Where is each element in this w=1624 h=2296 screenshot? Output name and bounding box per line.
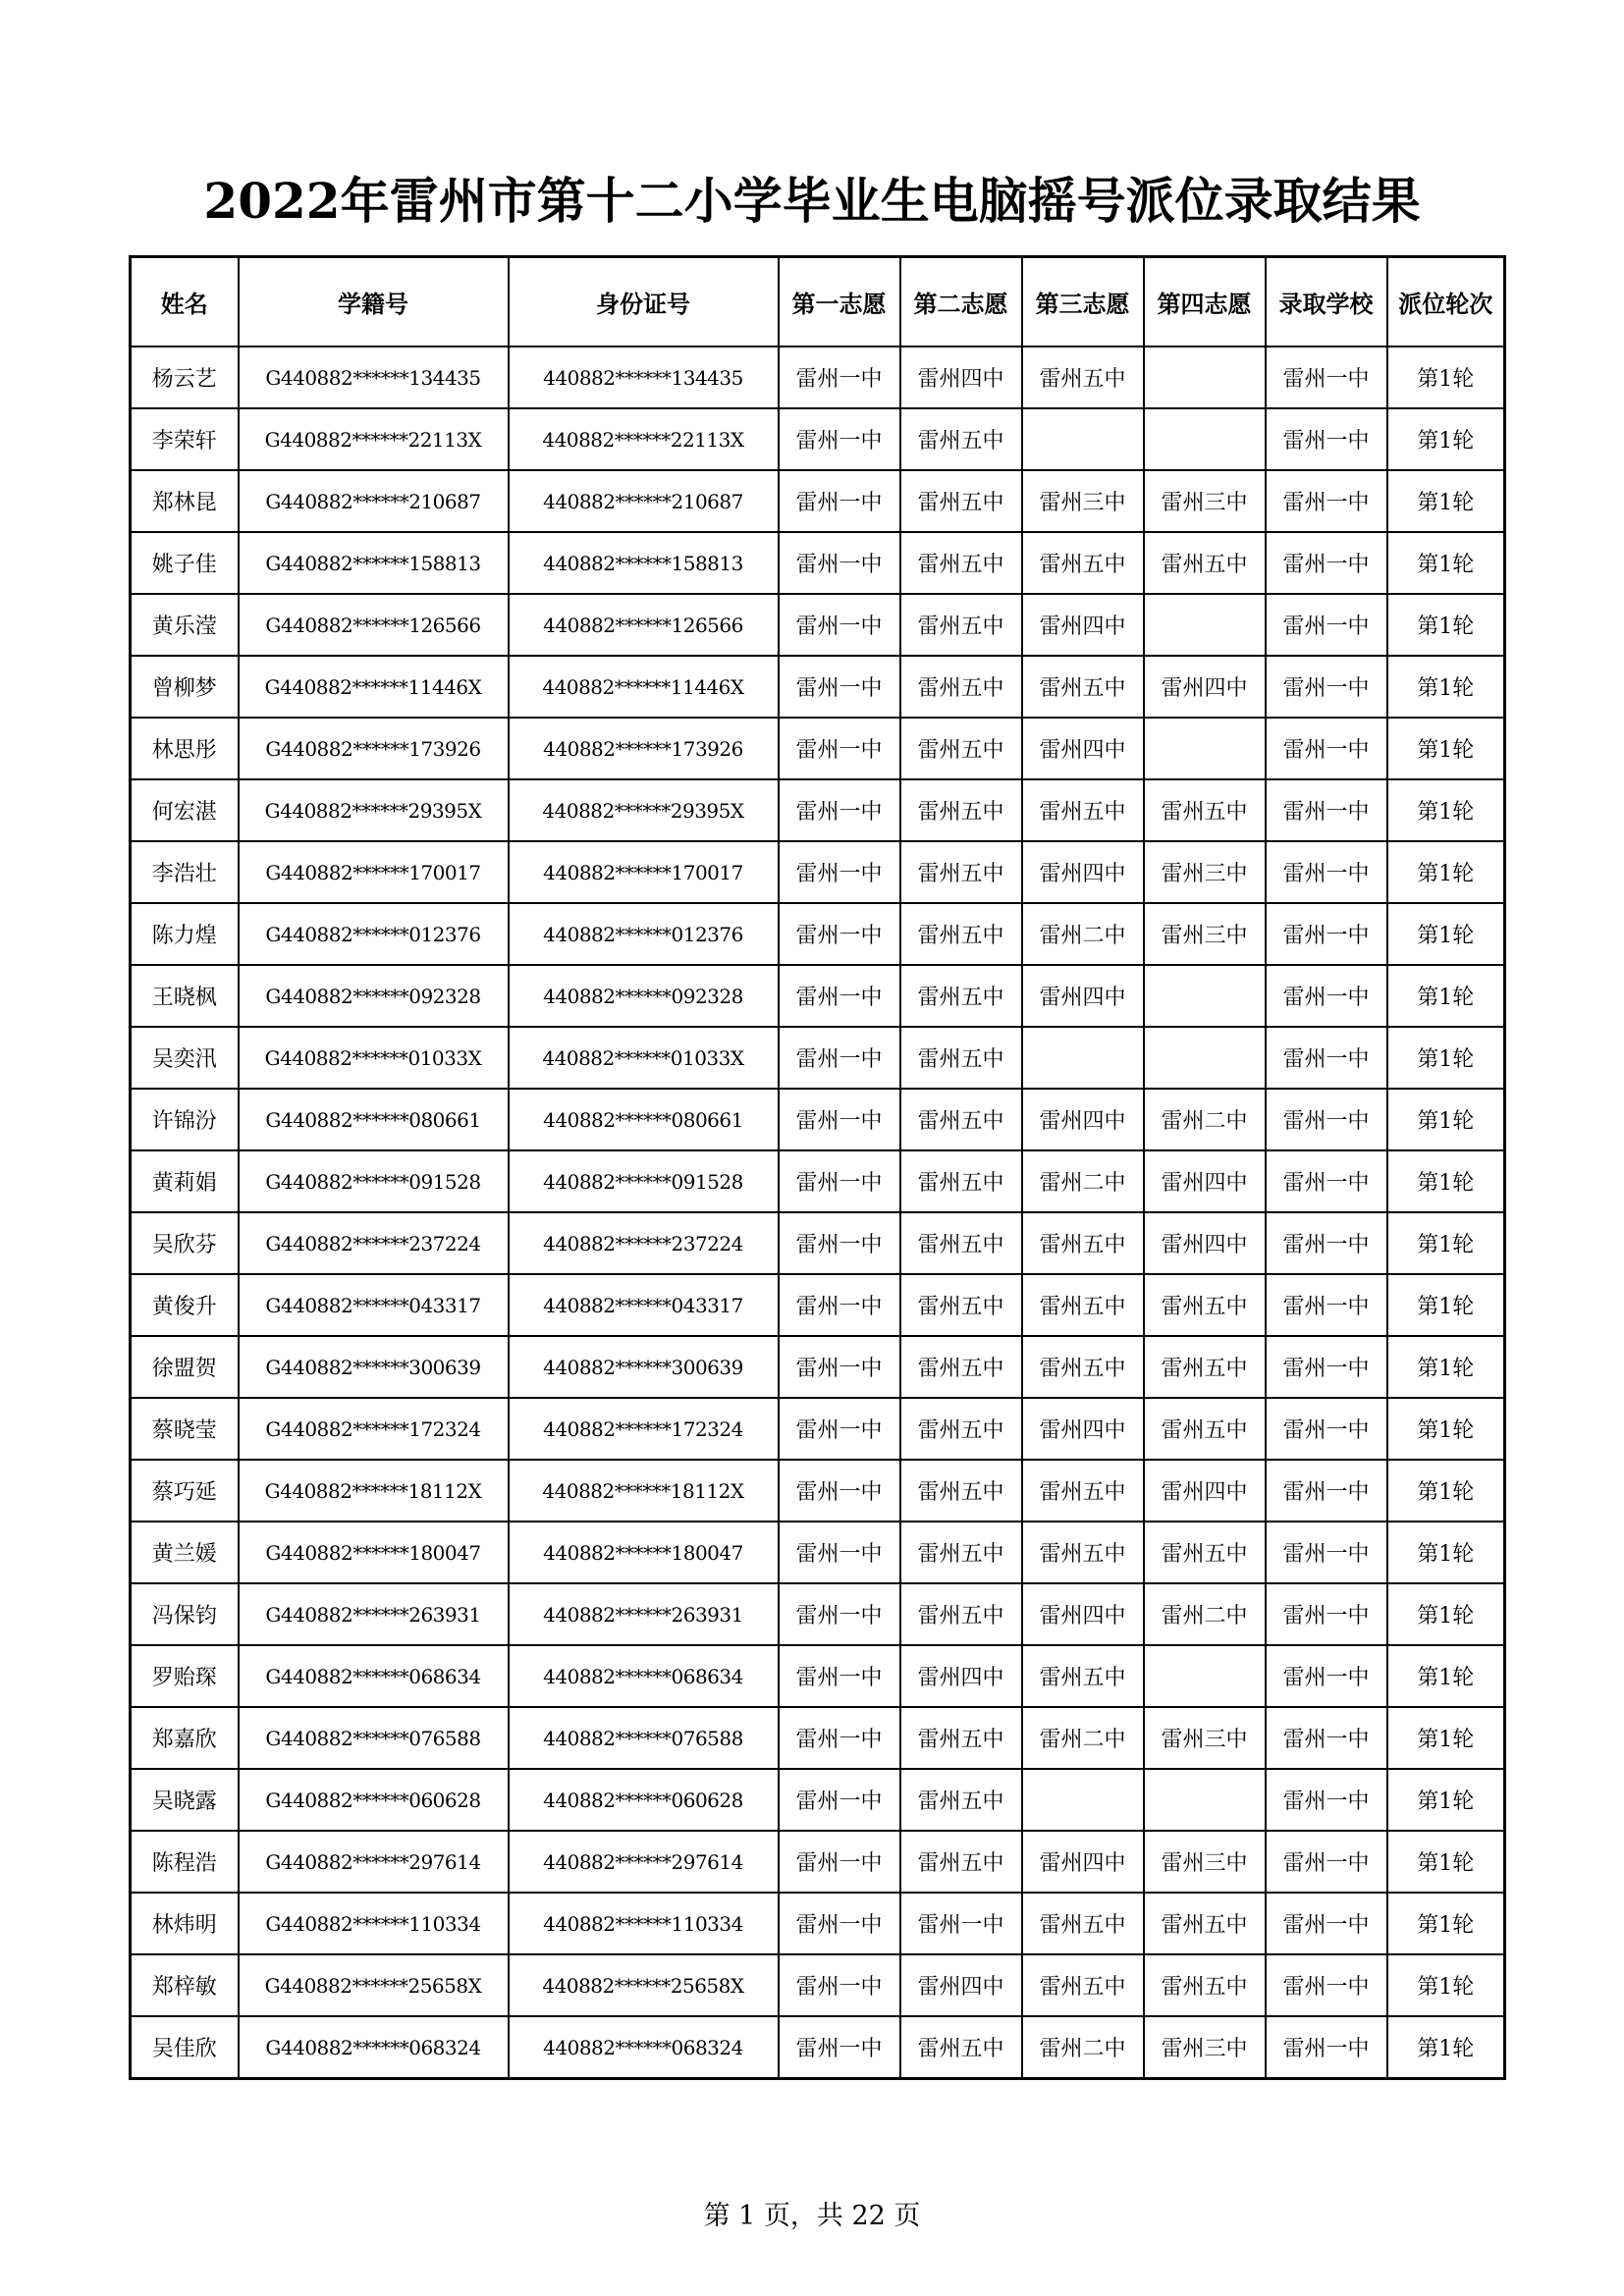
cell-choice-3: 雷州四中: [1022, 718, 1144, 779]
cell-choice-2: 雷州五中: [900, 532, 1022, 594]
cell-choice-3: [1022, 1027, 1144, 1089]
table-body: [131, 347, 1505, 2079]
cell-choice-2: 雷州五中: [900, 1522, 1022, 1583]
cell-choice-4: 雷州五中: [1144, 779, 1266, 841]
cell-id-number: 440882******068324: [509, 2016, 779, 2079]
cell-name: 王晓枫: [131, 965, 239, 1027]
table-row: [131, 1645, 1505, 1707]
cell-admitted-school: 雷州一中: [1266, 1212, 1387, 1274]
cell-choice-3: 雷州五中: [1022, 1460, 1144, 1522]
cell-id-number: 440882******134435: [509, 347, 779, 408]
cell-round: 第1轮: [1387, 1707, 1505, 1769]
cell-choice-4: 雷州五中: [1144, 1893, 1266, 1954]
cell-choice-3: 雷州二中: [1022, 1150, 1144, 1212]
cell-name: 郑梓敏: [131, 1954, 239, 2016]
cell-name: 何宏湛: [131, 779, 239, 841]
table-row: [131, 965, 1505, 1027]
cell-admitted-school: 雷州一中: [1266, 594, 1387, 656]
cell-id-number: 440882******173926: [509, 718, 779, 779]
cell-choice-1: 雷州一中: [779, 1893, 900, 1954]
cell-student-id: G440882******076588: [239, 1707, 509, 1769]
table-row: [131, 718, 1505, 779]
cell-student-id: G440882******11446X: [239, 656, 509, 718]
cell-name: 陈力煌: [131, 903, 239, 965]
cell-choice-4: [1144, 1027, 1266, 1089]
cell-choice-3: 雷州二中: [1022, 2016, 1144, 2079]
cell-choice-2: 雷州五中: [900, 903, 1022, 965]
cell-round: 第1轮: [1387, 470, 1505, 532]
cell-choice-3: 雷州五中: [1022, 1212, 1144, 1274]
cell-round: 第1轮: [1387, 718, 1505, 779]
cell-choice-2: 雷州五中: [900, 1583, 1022, 1645]
cell-name: 冯保钧: [131, 1583, 239, 1645]
cell-name: 曾柳梦: [131, 656, 239, 718]
cell-admitted-school: 雷州一中: [1266, 1522, 1387, 1583]
cell-choice-2: 雷州五中: [900, 1460, 1022, 1522]
cell-id-number: 440882******29395X: [509, 779, 779, 841]
cell-choice-3: 雷州四中: [1022, 1831, 1144, 1893]
cell-choice-3: 雷州三中: [1022, 470, 1144, 532]
cell-round: 第1轮: [1387, 1769, 1505, 1831]
cell-name: 蔡巧延: [131, 1460, 239, 1522]
cell-id-number: 440882******060628: [509, 1769, 779, 1831]
table-row: [131, 903, 1505, 965]
cell-name: 黄兰媛: [131, 1522, 239, 1583]
cell-id-number: 440882******180047: [509, 1522, 779, 1583]
cell-choice-1: 雷州一中: [779, 408, 900, 470]
cell-admitted-school: 雷州一中: [1266, 1398, 1387, 1460]
table-row: [131, 1460, 1505, 1522]
cell-choice-4: 雷州三中: [1144, 1831, 1266, 1893]
cell-round: 第1轮: [1387, 1645, 1505, 1707]
cell-choice-4: [1144, 594, 1266, 656]
cell-choice-3: 雷州二中: [1022, 1707, 1144, 1769]
cell-choice-2: 雷州五中: [900, 656, 1022, 718]
cell-choice-1: 雷州一中: [779, 1212, 900, 1274]
cell-round: 第1轮: [1387, 841, 1505, 903]
cell-choice-4: 雷州五中: [1144, 532, 1266, 594]
cell-student-id: G440882******110334: [239, 1893, 509, 1954]
table-row: [131, 470, 1505, 532]
cell-id-number: 440882******092328: [509, 965, 779, 1027]
cell-student-id: G440882******173926: [239, 718, 509, 779]
cell-choice-1: 雷州一中: [779, 1707, 900, 1769]
cell-student-id: G440882******060628: [239, 1769, 509, 1831]
cell-student-id: G440882******297614: [239, 1831, 509, 1893]
cell-choice-4: 雷州五中: [1144, 1398, 1266, 1460]
cell-choice-1: 雷州一中: [779, 965, 900, 1027]
cell-admitted-school: 雷州一中: [1266, 1274, 1387, 1336]
cell-admitted-school: 雷州一中: [1266, 347, 1387, 408]
cell-name: 姚子佳: [131, 532, 239, 594]
cell-round: 第1轮: [1387, 656, 1505, 718]
cell-name: 吴奕汛: [131, 1027, 239, 1089]
cell-choice-3: [1022, 408, 1144, 470]
table-row: [131, 594, 1505, 656]
cell-round: 第1轮: [1387, 347, 1505, 408]
cell-round: 第1轮: [1387, 594, 1505, 656]
cell-choice-2: 雷州五中: [900, 470, 1022, 532]
cell-round: 第1轮: [1387, 1398, 1505, 1460]
cell-id-number: 440882******126566: [509, 594, 779, 656]
cell-student-id: G440882******18112X: [239, 1460, 509, 1522]
table-row: [131, 1150, 1505, 1212]
cell-id-number: 440882******068634: [509, 1645, 779, 1707]
table-row: [131, 347, 1505, 408]
cell-admitted-school: 雷州一中: [1266, 841, 1387, 903]
cell-name: 蔡晓莹: [131, 1398, 239, 1460]
column-header-round: 派位轮次: [1387, 257, 1505, 347]
cell-id-number: 440882******11446X: [509, 656, 779, 718]
cell-name: 罗贻琛: [131, 1645, 239, 1707]
page-number: 第 1 页，共 22 页: [703, 2201, 921, 2231]
cell-choice-3: 雷州四中: [1022, 1583, 1144, 1645]
table-row: [131, 1027, 1505, 1089]
cell-admitted-school: 雷州一中: [1266, 1583, 1387, 1645]
cell-student-id: G440882******300639: [239, 1336, 509, 1398]
column-header-choice-2: 第二志愿: [900, 257, 1022, 347]
cell-id-number: 440882******110334: [509, 1893, 779, 1954]
cell-choice-4: 雷州五中: [1144, 1954, 1266, 2016]
cell-round: 第1轮: [1387, 903, 1505, 965]
cell-name: 陈程浩: [131, 1831, 239, 1893]
cell-choice-1: 雷州一中: [779, 656, 900, 718]
table-row: [131, 532, 1505, 594]
column-header-id-number: 身份证号: [509, 257, 779, 347]
cell-round: 第1轮: [1387, 1089, 1505, 1150]
cell-id-number: 440882******22113X: [509, 408, 779, 470]
cell-choice-1: 雷州一中: [779, 1583, 900, 1645]
cell-name: 林炜明: [131, 1893, 239, 1954]
cell-choice-2: 雷州五中: [900, 1274, 1022, 1336]
cell-choice-1: 雷州一中: [779, 2016, 900, 2079]
table-row: [131, 1954, 1505, 2016]
cell-admitted-school: 雷州一中: [1266, 903, 1387, 965]
cell-admitted-school: 雷州一中: [1266, 2016, 1387, 2079]
column-header-name: 姓名: [131, 257, 239, 347]
cell-name: 黄乐滢: [131, 594, 239, 656]
cell-choice-2: 雷州四中: [900, 1954, 1022, 2016]
cell-name: 黄俊升: [131, 1274, 239, 1336]
cell-student-id: G440882******012376: [239, 903, 509, 965]
cell-choice-1: 雷州一中: [779, 470, 900, 532]
cell-choice-3: 雷州五中: [1022, 1645, 1144, 1707]
cell-choice-4: 雷州四中: [1144, 1212, 1266, 1274]
cell-choice-2: 雷州五中: [900, 1027, 1022, 1089]
cell-choice-1: 雷州一中: [779, 1769, 900, 1831]
cell-round: 第1轮: [1387, 2016, 1505, 2079]
cell-round: 第1轮: [1387, 532, 1505, 594]
cell-choice-2: 雷州五中: [900, 594, 1022, 656]
cell-choice-2: 雷州五中: [900, 1150, 1022, 1212]
cell-choice-2: 雷州四中: [900, 347, 1022, 408]
results-table: [129, 255, 1506, 2080]
cell-choice-3: 雷州四中: [1022, 1398, 1144, 1460]
cell-choice-3: 雷州五中: [1022, 1274, 1144, 1336]
table-row: [131, 1893, 1505, 1954]
cell-round: 第1轮: [1387, 1893, 1505, 1954]
cell-admitted-school: 雷州一中: [1266, 408, 1387, 470]
table-row: [131, 1707, 1505, 1769]
table-header: [131, 257, 1505, 347]
cell-name: 吴晓露: [131, 1769, 239, 1831]
cell-choice-2: 雷州一中: [900, 1893, 1022, 1954]
cell-choice-3: 雷州五中: [1022, 347, 1144, 408]
cell-choice-3: [1022, 1769, 1144, 1831]
cell-choice-4: 雷州三中: [1144, 2016, 1266, 2079]
cell-round: 第1轮: [1387, 779, 1505, 841]
cell-id-number: 440882******172324: [509, 1398, 779, 1460]
cell-round: 第1轮: [1387, 1274, 1505, 1336]
cell-round: 第1轮: [1387, 1212, 1505, 1274]
cell-name: 李荣轩: [131, 408, 239, 470]
cell-admitted-school: 雷州一中: [1266, 1027, 1387, 1089]
table-row: [131, 1336, 1505, 1398]
cell-choice-3: 雷州四中: [1022, 965, 1144, 1027]
table-row: [131, 841, 1505, 903]
table-row: [131, 1522, 1505, 1583]
cell-choice-4: 雷州四中: [1144, 1150, 1266, 1212]
cell-round: 第1轮: [1387, 1336, 1505, 1398]
cell-choice-1: 雷州一中: [779, 1831, 900, 1893]
cell-choice-1: 雷州一中: [779, 1460, 900, 1522]
cell-admitted-school: 雷州一中: [1266, 1460, 1387, 1522]
cell-student-id: G440882******068324: [239, 2016, 509, 2079]
cell-choice-4: 雷州三中: [1144, 903, 1266, 965]
table-row: [131, 1769, 1505, 1831]
table-row: [131, 2016, 1505, 2079]
cell-id-number: 440882******076588: [509, 1707, 779, 1769]
cell-round: 第1轮: [1387, 1583, 1505, 1645]
cell-choice-1: 雷州一中: [779, 1336, 900, 1398]
cell-choice-3: 雷州五中: [1022, 656, 1144, 718]
cell-choice-4: 雷州二中: [1144, 1583, 1266, 1645]
cell-student-id: G440882******29395X: [239, 779, 509, 841]
cell-id-number: 440882******091528: [509, 1150, 779, 1212]
cell-name: 吴佳欣: [131, 2016, 239, 2079]
cell-choice-2: 雷州五中: [900, 2016, 1022, 2079]
cell-id-number: 440882******158813: [509, 532, 779, 594]
cell-choice-4: [1144, 1645, 1266, 1707]
cell-name: 杨云艺: [131, 347, 239, 408]
cell-choice-4: 雷州五中: [1144, 1336, 1266, 1398]
cell-choice-2: 雷州五中: [900, 841, 1022, 903]
cell-name: 徐盟贺: [131, 1336, 239, 1398]
cell-choice-1: 雷州一中: [779, 1398, 900, 1460]
cell-choice-2: 雷州五中: [900, 408, 1022, 470]
cell-choice-3: 雷州四中: [1022, 1089, 1144, 1150]
cell-choice-3: 雷州二中: [1022, 903, 1144, 965]
cell-admitted-school: 雷州一中: [1266, 1150, 1387, 1212]
cell-student-id: G440882******126566: [239, 594, 509, 656]
cell-choice-3: 雷州五中: [1022, 1522, 1144, 1583]
cell-id-number: 440882******043317: [509, 1274, 779, 1336]
cell-choice-4: [1144, 347, 1266, 408]
cell-choice-4: 雷州二中: [1144, 1089, 1266, 1150]
cell-choice-2: 雷州五中: [900, 1707, 1022, 1769]
cell-student-id: G440882******158813: [239, 532, 509, 594]
cell-admitted-school: 雷州一中: [1266, 1645, 1387, 1707]
cell-choice-1: 雷州一中: [779, 347, 900, 408]
cell-student-id: G440882******263931: [239, 1583, 509, 1645]
table-row: [131, 1398, 1505, 1460]
cell-round: 第1轮: [1387, 1954, 1505, 2016]
cell-choice-1: 雷州一中: [779, 1150, 900, 1212]
cell-choice-4: [1144, 408, 1266, 470]
cell-choice-1: 雷州一中: [779, 718, 900, 779]
cell-admitted-school: 雷州一中: [1266, 1893, 1387, 1954]
cell-choice-2: 雷州五中: [900, 779, 1022, 841]
cell-admitted-school: 雷州一中: [1266, 1954, 1387, 2016]
cell-admitted-school: 雷州一中: [1266, 965, 1387, 1027]
cell-admitted-school: 雷州一中: [1266, 532, 1387, 594]
cell-id-number: 440882******080661: [509, 1089, 779, 1150]
cell-round: 第1轮: [1387, 1522, 1505, 1583]
cell-choice-2: 雷州五中: [900, 718, 1022, 779]
cell-choice-3: 雷州四中: [1022, 841, 1144, 903]
cell-choice-4: 雷州五中: [1144, 1274, 1266, 1336]
cell-student-id: G440882******210687: [239, 470, 509, 532]
cell-student-id: G440882******180047: [239, 1522, 509, 1583]
cell-choice-2: 雷州四中: [900, 1645, 1022, 1707]
cell-admitted-school: 雷州一中: [1266, 1769, 1387, 1831]
column-header-choice-1: 第一志愿: [779, 257, 900, 347]
cell-choice-4: 雷州四中: [1144, 1460, 1266, 1522]
cell-name: 郑嘉欣: [131, 1707, 239, 1769]
cell-choice-4: 雷州三中: [1144, 470, 1266, 532]
cell-id-number: 440882******25658X: [509, 1954, 779, 2016]
cell-id-number: 440882******18112X: [509, 1460, 779, 1522]
cell-round: 第1轮: [1387, 408, 1505, 470]
cell-id-number: 440882******263931: [509, 1583, 779, 1645]
cell-name: 黄莉娟: [131, 1150, 239, 1212]
column-header-admitted-school: 录取学校: [1266, 257, 1387, 347]
cell-choice-1: 雷州一中: [779, 532, 900, 594]
cell-choice-1: 雷州一中: [779, 1645, 900, 1707]
cell-student-id: G440882******091528: [239, 1150, 509, 1212]
cell-choice-4: 雷州四中: [1144, 656, 1266, 718]
cell-choice-1: 雷州一中: [779, 779, 900, 841]
cell-student-id: G440882******22113X: [239, 408, 509, 470]
cell-admitted-school: 雷州一中: [1266, 470, 1387, 532]
cell-choice-4: [1144, 718, 1266, 779]
cell-admitted-school: 雷州一中: [1266, 656, 1387, 718]
cell-choice-1: 雷州一中: [779, 1274, 900, 1336]
page-title: 2022年雷州市第十二小学毕业生电脑摇号派位录取结果: [203, 172, 1421, 230]
cell-admitted-school: 雷州一中: [1266, 718, 1387, 779]
table-row: [131, 656, 1505, 718]
cell-student-id: G440882******237224: [239, 1212, 509, 1274]
cell-choice-2: 雷州五中: [900, 1769, 1022, 1831]
table-row: [131, 1274, 1505, 1336]
cell-choice-4: 雷州三中: [1144, 1707, 1266, 1769]
cell-choice-1: 雷州一中: [779, 903, 900, 965]
cell-round: 第1轮: [1387, 1150, 1505, 1212]
cell-name: 林思彤: [131, 718, 239, 779]
cell-choice-1: 雷州一中: [779, 1522, 900, 1583]
cell-id-number: 440882******237224: [509, 1212, 779, 1274]
cell-choice-2: 雷州五中: [900, 965, 1022, 1027]
cell-choice-2: 雷州五中: [900, 1398, 1022, 1460]
cell-student-id: G440882******134435: [239, 347, 509, 408]
table-row: [131, 1212, 1505, 1274]
cell-choice-1: 雷州一中: [779, 1089, 900, 1150]
table-row: [131, 1583, 1505, 1645]
cell-id-number: 440882******297614: [509, 1831, 779, 1893]
cell-choice-3: 雷州四中: [1022, 594, 1144, 656]
cell-student-id: G440882******01033X: [239, 1027, 509, 1089]
cell-student-id: G440882******043317: [239, 1274, 509, 1336]
cell-choice-4: 雷州五中: [1144, 1522, 1266, 1583]
cell-choice-2: 雷州五中: [900, 1336, 1022, 1398]
cell-student-id: G440882******092328: [239, 965, 509, 1027]
cell-choice-3: 雷州五中: [1022, 532, 1144, 594]
cell-admitted-school: 雷州一中: [1266, 1831, 1387, 1893]
column-header-choice-4: 第四志愿: [1144, 257, 1266, 347]
column-header-choice-3: 第三志愿: [1022, 257, 1144, 347]
table-row: [131, 408, 1505, 470]
cell-name: 郑林昆: [131, 470, 239, 532]
cell-id-number: 440882******01033X: [509, 1027, 779, 1089]
cell-choice-1: 雷州一中: [779, 1954, 900, 2016]
cell-id-number: 440882******012376: [509, 903, 779, 965]
cell-choice-3: 雷州五中: [1022, 1336, 1144, 1398]
cell-name: 吴欣芬: [131, 1212, 239, 1274]
cell-round: 第1轮: [1387, 1460, 1505, 1522]
cell-choice-4: 雷州三中: [1144, 841, 1266, 903]
cell-choice-2: 雷州五中: [900, 1089, 1022, 1150]
cell-round: 第1轮: [1387, 1831, 1505, 1893]
cell-choice-4: [1144, 965, 1266, 1027]
cell-round: 第1轮: [1387, 1027, 1505, 1089]
cell-id-number: 440882******170017: [509, 841, 779, 903]
cell-round: 第1轮: [1387, 965, 1505, 1027]
cell-choice-3: 雷州五中: [1022, 1893, 1144, 1954]
cell-name: 李浩壮: [131, 841, 239, 903]
cell-choice-3: 雷州五中: [1022, 1954, 1144, 2016]
cell-student-id: G440882******172324: [239, 1398, 509, 1460]
cell-admitted-school: 雷州一中: [1266, 779, 1387, 841]
cell-student-id: G440882******170017: [239, 841, 509, 903]
column-header-student-id: 学籍号: [239, 257, 509, 347]
cell-student-id: G440882******25658X: [239, 1954, 509, 2016]
cell-choice-1: 雷州一中: [779, 594, 900, 656]
cell-student-id: G440882******080661: [239, 1089, 509, 1150]
table-row: [131, 1831, 1505, 1893]
cell-choice-1: 雷州一中: [779, 1027, 900, 1089]
table-row: [131, 779, 1505, 841]
header-row: [131, 257, 1505, 347]
cell-admitted-school: 雷州一中: [1266, 1707, 1387, 1769]
cell-name: 许锦汾: [131, 1089, 239, 1150]
cell-choice-2: 雷州五中: [900, 1831, 1022, 1893]
cell-admitted-school: 雷州一中: [1266, 1089, 1387, 1150]
cell-choice-1: 雷州一中: [779, 841, 900, 903]
cell-choice-2: 雷州五中: [900, 1212, 1022, 1274]
cell-choice-4: [1144, 1769, 1266, 1831]
table-row: [131, 1089, 1505, 1150]
cell-admitted-school: 雷州一中: [1266, 1336, 1387, 1398]
cell-student-id: G440882******068634: [239, 1645, 509, 1707]
cell-choice-3: 雷州五中: [1022, 779, 1144, 841]
cell-id-number: 440882******210687: [509, 470, 779, 532]
cell-id-number: 440882******300639: [509, 1336, 779, 1398]
